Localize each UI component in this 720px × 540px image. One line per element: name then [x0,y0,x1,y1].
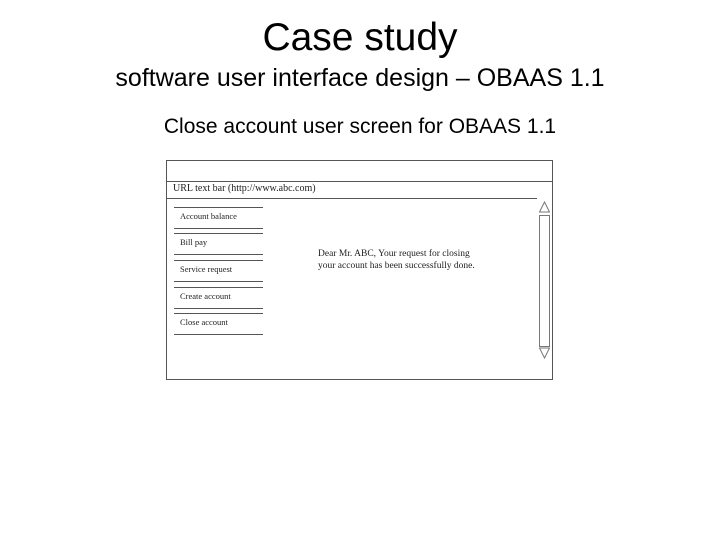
menu-item-create-account[interactable] [174,287,263,309]
window-title-bar [167,161,552,182]
message-line: Dear Mr. ABC, Your request for closing [318,249,470,259]
confirmation-message [318,248,523,272]
scroll-up-arrow-icon[interactable] [539,201,550,213]
menu-item-label: Account balance [180,211,237,221]
screen-mockup [166,160,553,380]
url-text-bar[interactable]: URL text bar (http://www.abc.com) [173,183,316,194]
slide-subtitle: software user interface design – OBAAS 1.1 [115,64,605,92]
menu-item-label: Bill pay [180,237,208,247]
scroll-down-arrow-icon[interactable] [539,347,550,359]
menu-item-label: Service request [180,264,233,274]
menu-item-label: Close account [180,317,228,327]
menu-item-service-request[interactable] [174,260,263,282]
menu-item-close-account[interactable] [174,313,263,335]
slide-title: Case study [262,16,458,59]
scroll-track[interactable] [539,215,550,347]
menu-item-label: Create account [180,291,231,301]
message-line: your account has been successfully done. [318,261,475,271]
slide-caption: Close account user screen for OBAAS 1.1 [163,115,557,138]
url-divider [167,198,537,199]
vertical-scrollbar[interactable] [539,201,550,361]
menu-item-account-balance[interactable] [174,207,263,229]
menu-item-bill-pay[interactable] [174,233,263,255]
